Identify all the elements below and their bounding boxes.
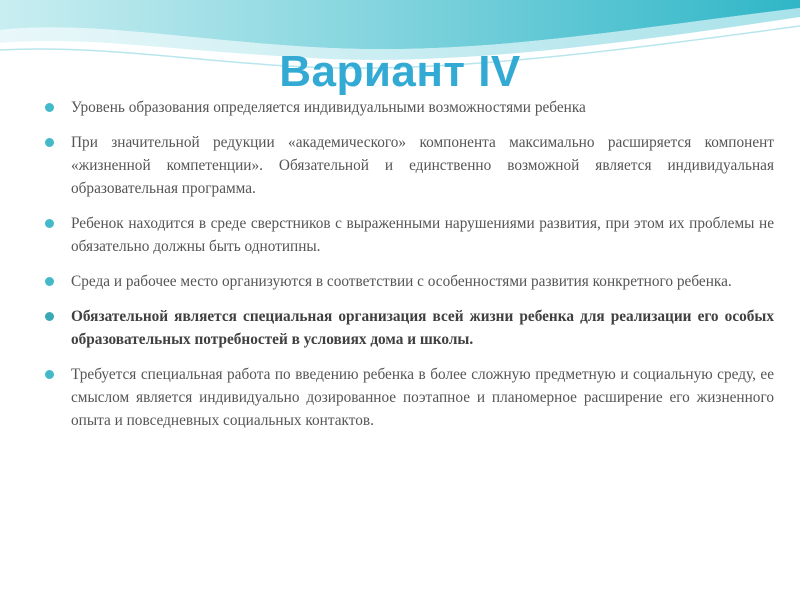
bullet-dot-icon <box>45 103 54 112</box>
bullet-item <box>44 131 774 200</box>
bullet-item <box>44 270 774 293</box>
bullet-dot-icon <box>45 219 54 228</box>
bullet-dot-icon <box>45 312 54 321</box>
bullet-dot-icon <box>45 370 54 379</box>
bullet-dot-icon <box>45 277 54 286</box>
bullet-text: Ребенок находится в среде сверстников с выраженными нарушениями развития, при этом их проблемы не обязательно должны быть однотипны. <box>71 215 774 255</box>
bullet-dot-icon <box>45 138 54 147</box>
bullet-list <box>44 96 774 444</box>
bullet-item <box>44 96 774 119</box>
bullet-text: Требуется специальная работа по введению ребенка в более сложную предметную и социальную среду, ее смыслом является индивидуально дозированное поэтапное и планомерное расширение его жизненного опыта и повседневных социальных контактов. <box>71 366 774 429</box>
bullet-text: Среда и рабочее место организуются в соответствии с особенностями развития конкретного ребенка. <box>71 273 732 290</box>
bullet-item-emphasized <box>44 305 774 351</box>
bullet-text: Обязательной является специальная организация всей жизни ребенка для реализации его особых образовательных потребностей в условиях дома и школы. <box>71 308 774 348</box>
bullet-text: Уровень образования определяется индивидуальными возможностями ребенка <box>71 99 586 116</box>
bullet-text: При значительной редукции «академического» компонента максимально расширяется компонент «жизненной компетенции». Обязательной и единственно возможной является индивидуальная образовательная программа. <box>71 134 774 197</box>
bullet-item <box>44 363 774 432</box>
bullet-item <box>44 212 774 258</box>
slide-title: Вариант IV <box>279 47 521 96</box>
